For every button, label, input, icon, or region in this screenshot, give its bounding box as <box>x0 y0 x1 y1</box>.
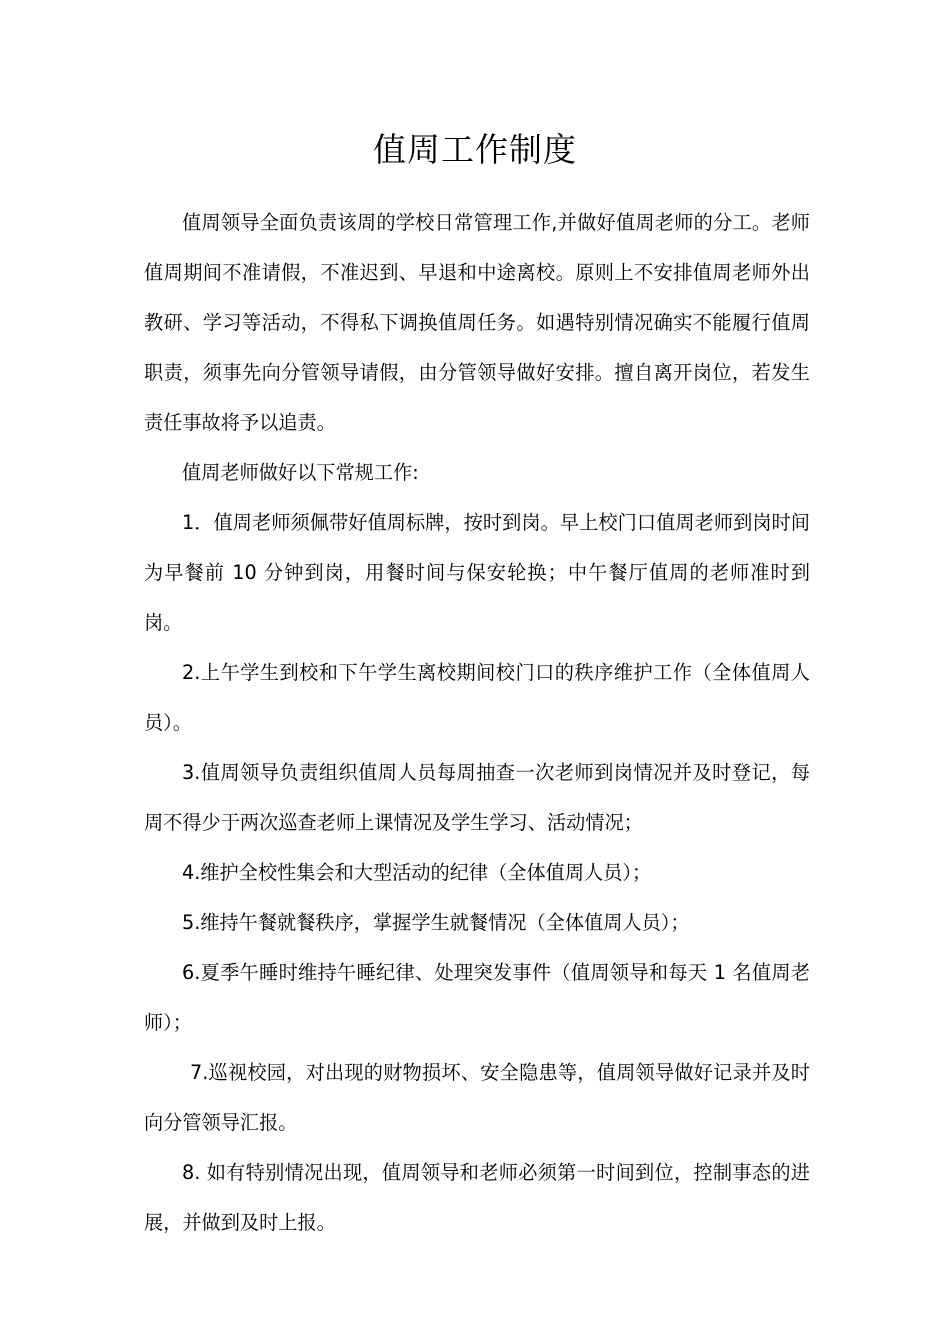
paragraph-item-7: 7.巡视校园，对出现的财物损坏、安全隐患等，值周领导做好记录并及时向分管领导汇报。 <box>144 1061 810 1134</box>
paragraph-item-5: 5.维持午餐就餐秩序，掌握学生就餐情况（全体值周人员）； <box>182 911 690 934</box>
paragraph-routine-intro: 值周老师做好以下常规工作: <box>182 461 419 484</box>
document-body <box>144 198 810 1248</box>
paragraph-item-1: 1．值周老师须佩带好值周标牌，按时到岗。早上校门口值周老师到岗时间为早餐前 10 分钟到岗，用餐时间与保安轮换；中午餐厅值周的老师准时到岗。 <box>144 511 810 634</box>
paragraph-item-2: 2.上午学生到校和下午学生离校期间校门口的秩序维护工作（全体值周人员）。 <box>144 661 810 734</box>
paragraph-item-4: 4.维护全校性集会和大型活动的纪律（全体值周人员）； <box>182 861 652 884</box>
paragraph-item-8: 8. 如有特别情况出现，值周领导和老师必须第一时间到位，控制事态的进展，并做到及时上报。 <box>144 1161 810 1234</box>
paragraph-duty-leader: 值周领导全面负责该周的学校日常管理工作,并做好值周老师的分工。老师值周期间不准请假，不准迟到、早退和中途离校。原则上不安排值周老师外出教研、学习等活动，不得私下调换值周任务。如遇特别情况确实不能履行值周职责，须事先向分管领导请假，由分管领导做好安排。擅自离开岗位，若发生责任事故将予以追责。 <box>144 211 810 434</box>
paragraph-item-6: 6.夏季午睡时维持午睡纪律、处理突发事件（值周领导和每天 1 名值周老师）； <box>144 961 810 1034</box>
paragraph-item-3: 3.值周领导负责组织值周人员每周抽查一次老师到岗情况并及时登记，每周不得少于两次巡查老师上课情况及学生学习、活动情况； <box>144 761 810 834</box>
document-title: 值周工作制度 <box>373 130 577 169</box>
